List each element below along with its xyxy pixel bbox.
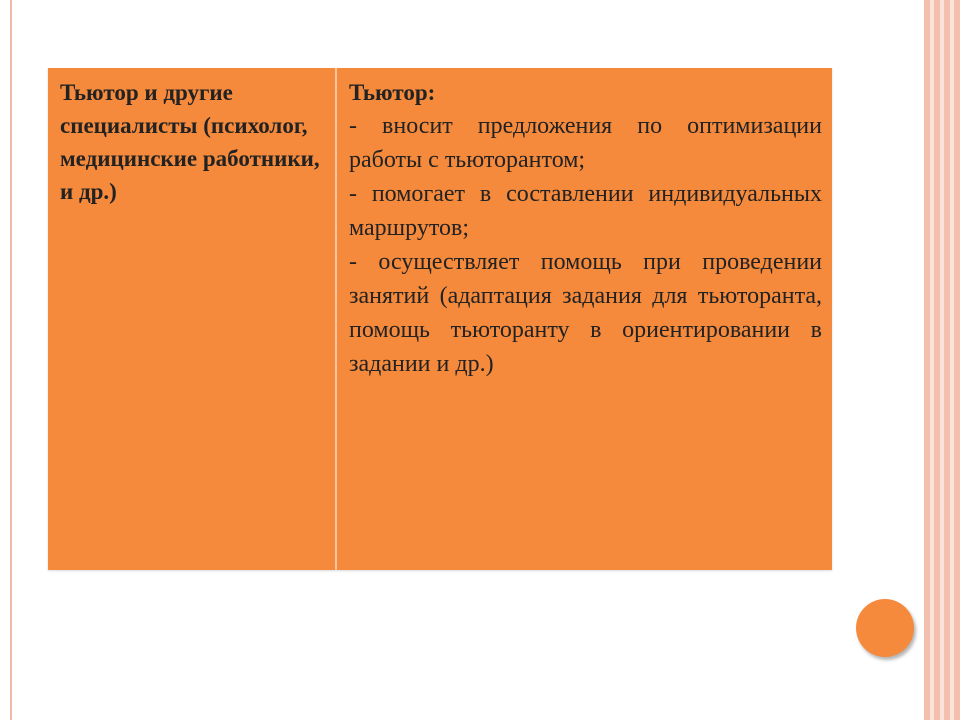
list-item: - помогает в составлении индивидуальных маршрутов;	[349, 181, 822, 241]
content-table	[48, 68, 832, 570]
decorative-circle	[856, 599, 914, 657]
frame-right-stripes	[924, 0, 960, 720]
list-item: - осуществляет помощь при проведении занятий (адаптация задания для тьюторанта, помощь тьюторанту в ориентировании в задании и др.)	[349, 249, 822, 377]
right-cell-heading: Тьютор:	[349, 80, 436, 105]
table-cell-left	[48, 68, 337, 570]
list-item: - вносит предложения по оптимизации работы с тьюторантом;	[349, 113, 822, 173]
frame-left-line	[10, 0, 12, 720]
left-cell-text: Тьютор и другие специалисты (психолог, медицинские работники, и др.)	[60, 80, 320, 204]
table-cell-right	[337, 68, 832, 570]
